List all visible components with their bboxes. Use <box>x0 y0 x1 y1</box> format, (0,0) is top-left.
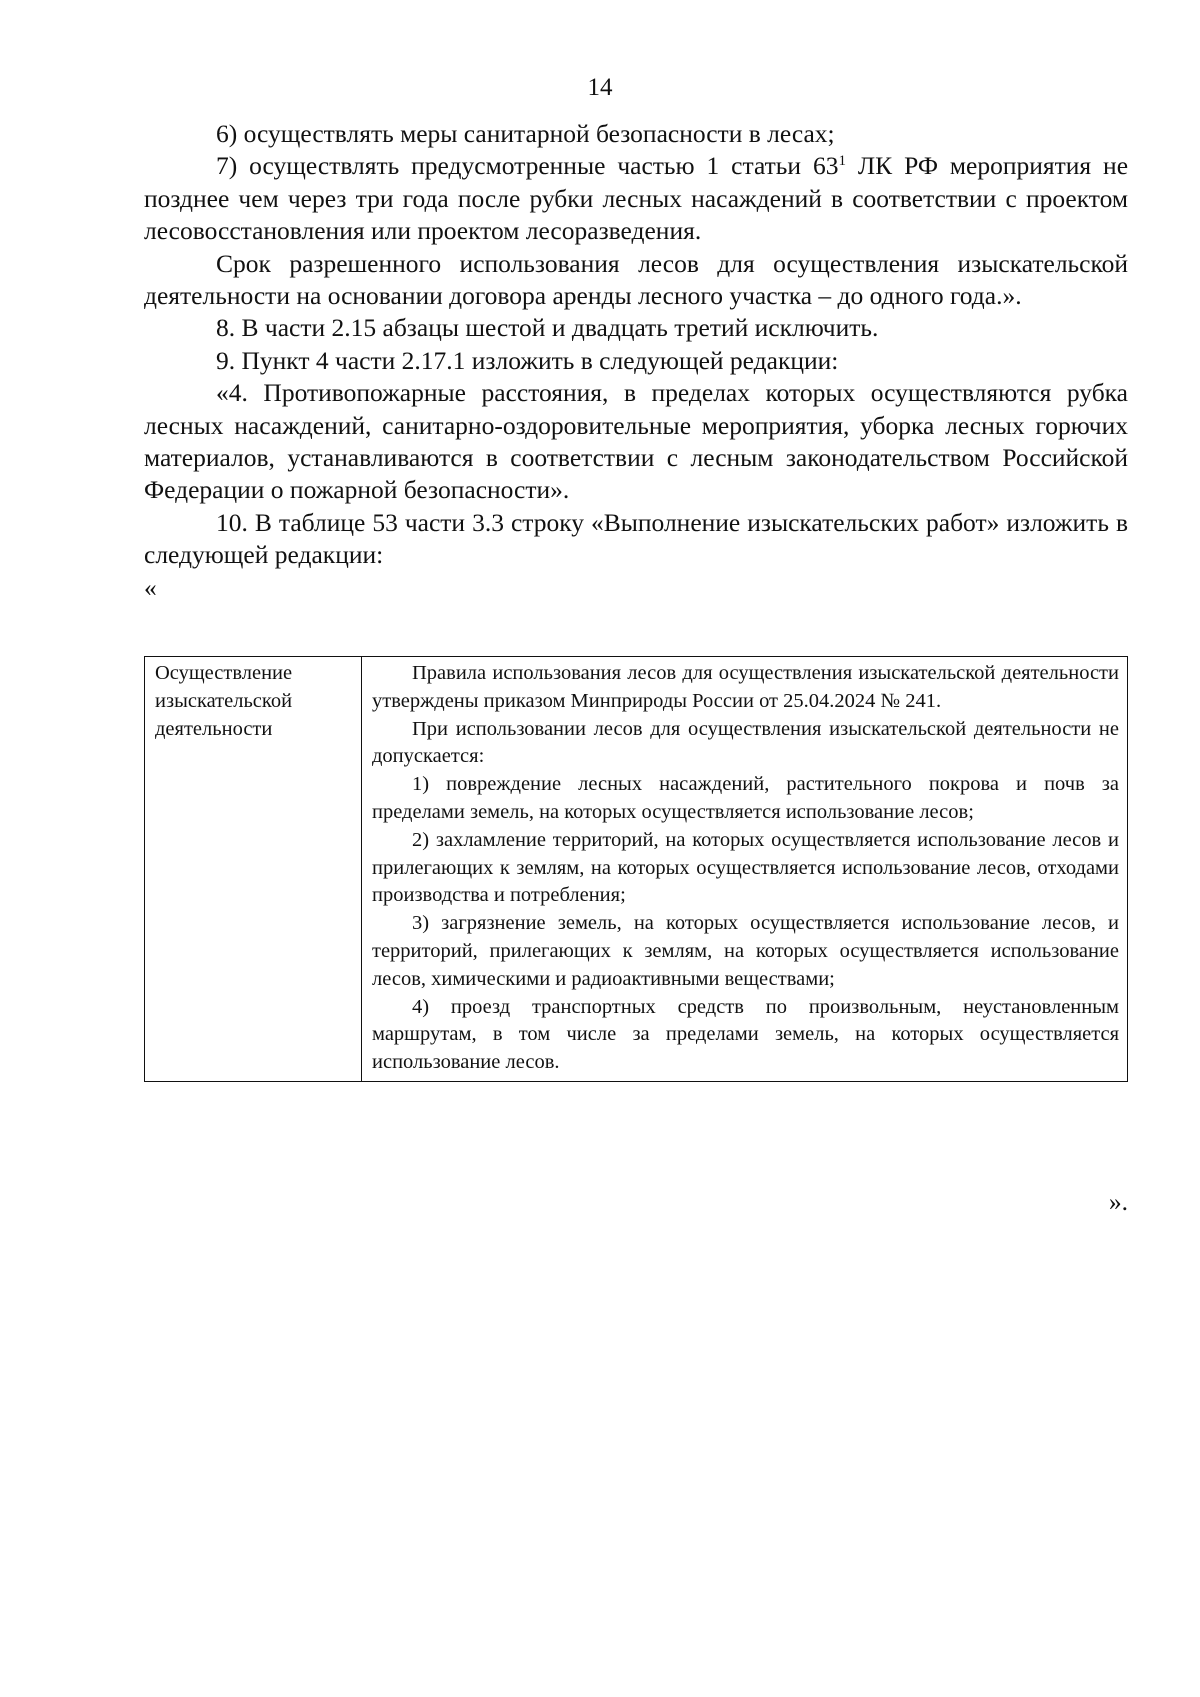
paragraph-item-7 <box>144 150 1128 247</box>
document-body <box>144 118 1128 612</box>
requirements-item-3: 3) загрязнение земель, на которых осуществляется использование лесов, и территорий, прилегающих к землям, на которых осуществляется использование лесов, химическими и радиоактивными веществами; <box>372 912 1119 990</box>
requirements-intro: При использовании лесов для осуществления изыскательской деятельности не допускается: <box>372 717 1119 768</box>
table-row <box>145 657 1128 1082</box>
table-closing-quote: ». <box>1108 1187 1128 1216</box>
requirements-item-2: 2) захламление территорий, на которых осуществляется использование лесов и прилегающих к землям, на которых осуществляется использование лесов, отходами производства и потребления; <box>372 828 1119 907</box>
table-cell-activity <box>145 657 362 1082</box>
page-number: 14 <box>587 74 613 101</box>
paragraph-9: 9. Пункт 4 части 2.17.1 изложить в следующей редакции: <box>216 345 839 375</box>
paragraph-8: 8. В части 2.15 абзацы шестой и двадцать третий исключить. <box>216 313 879 343</box>
paragraph-9-quote: «4. Противопожарные расстояния, в пределах которых осуществляются рубка лесных насаждений, санитарно-оздоровительные мероприятия, уборка лесных горючих материалов, устанавливаются в соответствии с лесным законодательством Российской Федерации о пожарной безопасности». <box>144 378 1128 505</box>
table-cell-requirements <box>362 657 1128 1082</box>
requirements-item-4: 4) проезд транспортных средств по произвольным, неустановленным маршрутам, в том числе за пределами земель, на которых осуществляется использование лесов. <box>372 995 1119 1074</box>
activity-name: Осуществление изыскательской деятельности <box>155 662 293 740</box>
article-superscript: 1 <box>838 153 846 170</box>
paragraph-item-6: 6) осуществлять меры санитарной безопасности в лесах; <box>216 119 835 148</box>
activity-table <box>144 656 1128 1082</box>
requirements-rules: Правила использования лесов для осуществления изыскательской деятельности утверждены приказом Минприроды России от 25.04.2024 № 241. <box>372 662 1119 712</box>
requirements-item-1: 1) повреждение лесных насаждений, растительного покрова и почв за пределами земель, на которых осуществляется использование лесов; <box>372 773 1119 823</box>
paragraph-10: 10. В таблице 53 части 3.3 строку «Выполнение изыскательских работ» изложить в следующей редакции: <box>144 507 1128 570</box>
paragraph-term: Срок разрешенного использования лесов для осуществления изыскательской деятельности на основании договора аренды лесного участка – до одного года.». <box>144 248 1128 311</box>
table-opening-quote: « <box>144 572 157 602</box>
paragraph-item-7-text-end: ЛК РФ мероприятия не позднее чем через три года после рубки лесных насаждений в соответствии с проектом лесовосстановления или проектом лесоразведения. <box>144 151 1129 246</box>
paragraph-item-7-text-start: 7) осуществлять предусмотренные частью 1 статьи 63 <box>216 151 839 181</box>
